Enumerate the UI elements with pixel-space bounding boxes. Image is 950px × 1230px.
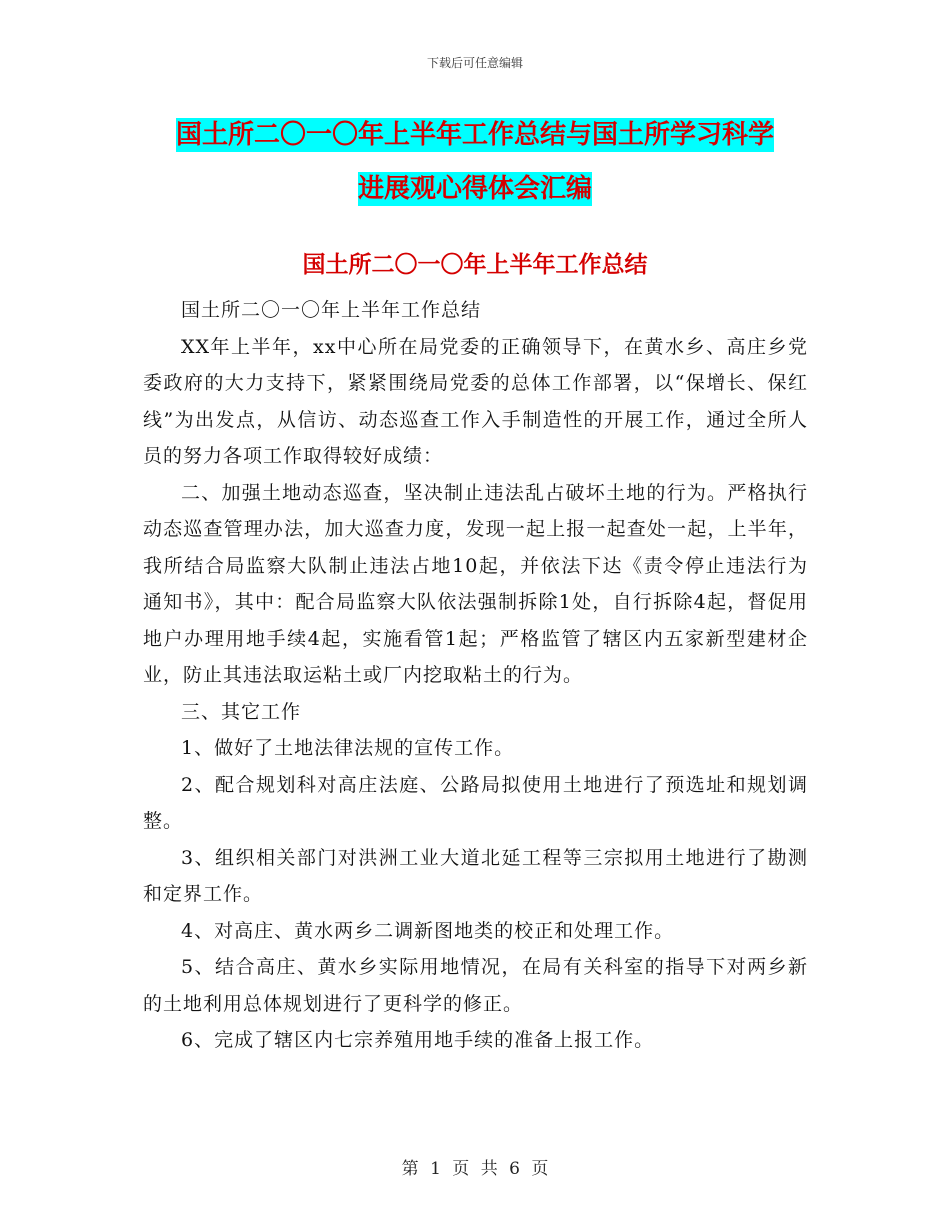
- paragraph: 3、组织相关部门对洪洲工业大道北延工程等三宗拟用土地进行了勘测和定界工作。: [143, 846, 808, 905]
- header-note: 下载后可任意编辑: [426, 56, 523, 70]
- section-title: 国土所二〇一〇年上半年工作总结: [302, 252, 648, 278]
- paragraph: 5、结合高庄、黄水乡实际用地情况，在局有关科室的指导下对两乡新的土地利用总体规划进行了更科学的修正。: [143, 956, 808, 1015]
- title-line-2: 进展观心得体会汇编: [357, 174, 592, 204]
- paragraph: 6、完成了辖区内七宗养殖用地手续的准备上报工作。: [181, 1029, 655, 1051]
- paragraph: 1、做好了土地法律法规的宣传工作。: [181, 737, 515, 759]
- paragraph: 2、配合规划科对高庄法庭、公路局拟使用土地进行了预选址和规划调整。: [143, 773, 808, 832]
- paragraph: 三、其它工作: [181, 700, 302, 723]
- paragraph: 二、加强土地动态巡查，坚决制止违法乱占破坏土地的行为。严格执行动态巡查管理办法，加大巡查力度，发现一起上报一起查处一起，上半年，我所结合局监察大队制止违法占地10起，并依法下达《责令停止违法行为通知书》，其中：配合局监察大队依法强制拆除1处，自行拆除4起，督促用地户办理用地手续4起，实施看管1起；严格监管了辖区内五家新型建材企业，防止其违法取运粘土或厂内挖取粘土的行为。: [143, 481, 808, 686]
- page-footer: 第 1 页 共 6 页: [401, 1159, 549, 1179]
- paragraph: XX年上半年，xx中心所在局党委的正确领导下，在黄水乡、高庄乡党委政府的大力支持下，紧紧围绕局党委的总体工作部署，以“保增长、保红线”为出发点，从信访、动态巡查工作入手制造性的开展工作，通过全所人员的努力各项工作取得较好成绩：: [143, 335, 808, 467]
- paragraph: 国土所二〇一〇年上半年工作总结: [181, 299, 482, 321]
- document-body: [143, 292, 808, 1059]
- paragraph: 4、对高庄、黄水两乡二调新图地类的校正和处理工作。: [181, 919, 675, 942]
- title-line-1: 国土所二〇一〇年上半年工作总结与国土所学习科学: [175, 120, 774, 150]
- document-title: [140, 108, 810, 216]
